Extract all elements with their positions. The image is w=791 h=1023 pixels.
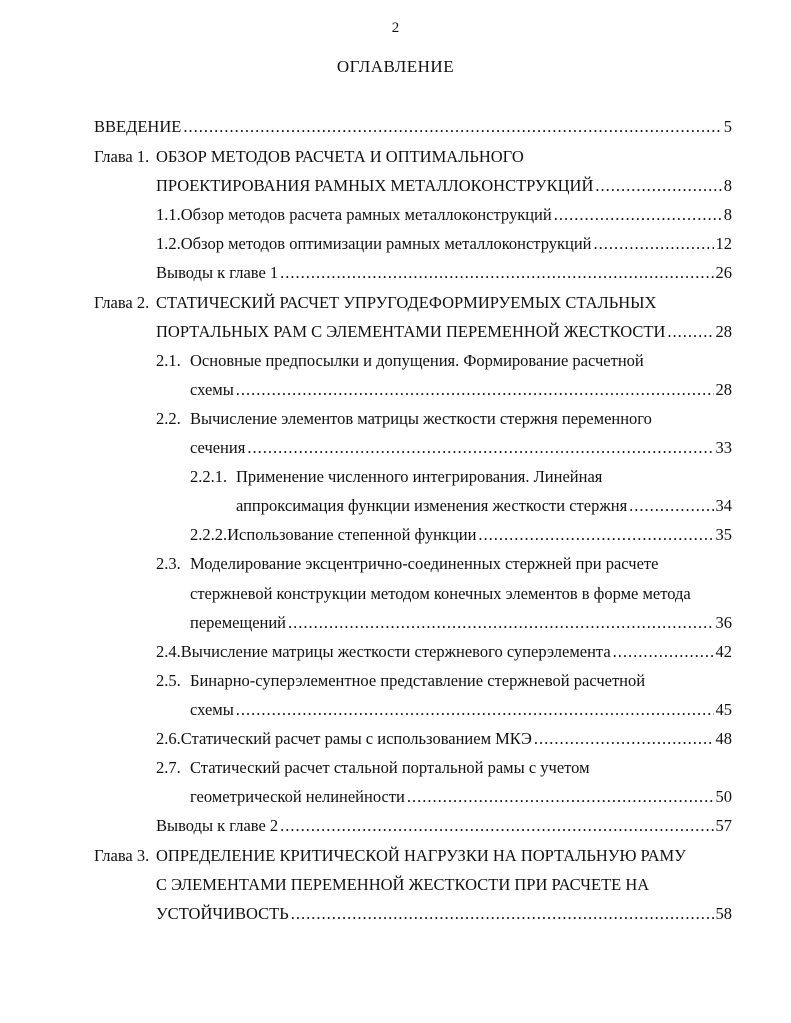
toc-entry-introduction[interactable] [94,116,732,138]
toc-leader-dots [236,699,714,721]
toc-entry-label: 2.1. [156,351,181,370]
toc-entry-text: Бинарно-суперэлементное представление стержневой расчетной [190,671,646,690]
toc-entry-2-2-1[interactable] [190,466,602,488]
toc-entry-chapter-1-cont[interactable] [156,175,732,197]
toc-entry-text: Вычисление элементов матрицы жесткости стержня переменного [190,409,652,428]
toc-leader-dots [629,495,713,517]
toc-entry-text: аппроксимация функции изменения жесткости стержня [236,496,628,515]
toc-leader-dots [613,641,714,663]
toc-entry-page: 8 [723,205,732,224]
toc-entry-text: Моделирование эксцентрично-соединенных стержней при расчете [190,554,659,573]
toc-entry-text: ПРОЕКТИРОВАНИЯ РАМНЫХ МЕТАЛЛОКОНСТРУКЦИЙ [156,176,594,195]
toc-entry-label: 2.5. [156,671,181,690]
toc-entry-text: Обзор методов оптимизации рамных металлоконструкций [180,234,592,253]
toc-entry-text: стержневой конструкции методом конечных элементов в форме метода [190,584,691,603]
toc-entry-2-2-2[interactable] [190,524,732,546]
toc-entry-conclusions-1[interactable] [156,262,732,284]
toc-entry-1-2[interactable] [156,233,732,255]
toc-entry-text: ВВЕДЕНИЕ [94,117,182,136]
toc-entry-2-3-cont-2[interactable] [190,612,732,634]
toc-entry-chapter-3-cont[interactable] [156,874,649,896]
toc-entry-chapter-2[interactable] [94,292,656,314]
toc-entry-2-6[interactable] [156,728,732,750]
toc-entry-text: сечения [190,438,246,457]
toc-entry-page: 57 [715,816,732,835]
toc-entry-2-4[interactable] [156,641,732,663]
toc-entry-page: 12 [715,234,732,253]
toc-entry-label: 2.2. [156,409,181,428]
toc-entry-text: геометрической нелинейности [190,787,405,806]
toc-entry-label: 2.2.2. [190,525,228,544]
toc-entry-text: УСТОЙЧИВОСТЬ [156,904,289,923]
toc-entry-text: Использование степенной функции [227,525,477,544]
toc-entry-page: 33 [715,438,732,457]
toc-entry-page: 28 [715,322,732,341]
toc-entry-text: Выводы к главе 1 [156,263,279,282]
toc-entry-2-2-1-cont[interactable] [236,495,732,517]
toc-leader-dots [478,524,713,546]
toc-entry-text: Обзор методов расчета рамных металлоконструкций [180,205,552,224]
toc-entry-2-5[interactable] [156,670,645,692]
toc-entry-text: ПОРТАЛЬНЫХ РАМ С ЭЛЕМЕНТАМИ ПЕРЕМЕННОЙ ЖЕСТКОСТИ [156,322,666,341]
toc-entry-text: Вычисление матрицы жесткости стержневого суперэлемента [180,642,611,661]
toc-leader-dots [667,321,713,343]
toc-entry-text: Применение численного интегрирования. Линейная [236,467,603,486]
toc-entry-label: 2.3. [156,554,181,573]
toc-entry-page: 5 [723,117,732,136]
toc-entry-text: С ЭЛЕМЕНТАМИ ПЕРЕМЕННОЙ ЖЕСТКОСТИ ПРИ РАСЧЕТЕ НА [156,875,650,894]
toc-entry-chapter-1[interactable] [94,146,524,168]
toc-entry-chapter-3-cont-2[interactable] [156,903,732,925]
toc-entry-page: 58 [715,904,732,923]
toc-entry-label: 2.6. [156,729,181,748]
toc-entry-label: Глава 3. [94,846,150,865]
toc-entry-text: СТАТИЧЕСКИЙ РАСЧЕТ УПРУГОДЕФОРМИРУЕМЫХ СТАЛЬНЫХ [156,293,657,312]
toc-leader-dots [280,262,713,284]
toc-entry-2-3[interactable] [156,553,658,575]
toc-entry-text: ОБЗОР МЕТОДОВ РАСЧЕТА И ОПТИМАЛЬНОГО [156,147,524,166]
toc-entry-page: 28 [715,380,732,399]
toc-entry-page: 34 [715,496,732,515]
toc-entry-2-5-cont[interactable] [190,699,732,721]
toc-leader-dots [594,233,714,255]
toc-entry-label: 1.2. [156,234,181,253]
toc-entry-page: 35 [715,525,732,544]
toc-entry-text: ОПРЕДЕЛЕНИЕ КРИТИЧЕСКОЙ НАГРУЗКИ НА ПОРТАЛЬНУЮ РАМУ [156,846,686,865]
toc-entry-page: 8 [723,176,732,195]
toc-entry-text: перемещений [190,613,287,632]
toc-leader-dots [554,204,722,226]
page-number: 2 [391,20,400,36]
toc-leader-dots [288,612,713,634]
toc-leader-dots [236,379,714,401]
toc-entry-chapter-3[interactable] [94,845,686,867]
toc-entry-1-1[interactable] [156,204,732,226]
toc-entry-text: схемы [190,700,234,719]
toc-entry-page: 45 [715,700,732,719]
toc-entry-page: 48 [715,729,732,748]
toc-entry-label: Глава 1. [94,147,150,166]
toc-entry-2-2-cont[interactable] [190,437,732,459]
toc-entry-label: 2.2.1. [190,467,228,486]
toc-entry-text: Статический расчет рамы с использованием МКЭ [180,729,532,748]
toc-entry-page: 42 [715,642,732,661]
toc-entry-page: 36 [715,613,732,632]
toc-leader-dots [280,815,713,837]
toc-entry-page: 50 [715,787,732,806]
toc-leader-dots [595,175,721,197]
toc-entry-2-1[interactable] [156,350,644,372]
toc-leader-dots [291,903,714,925]
page-title: ОГЛАВЛЕНИЕ [336,57,455,76]
toc-leader-dots [534,728,714,750]
toc-entry-page: 26 [715,263,732,282]
toc-entry-label: 2.4. [156,642,181,661]
toc-entry-2-7[interactable] [156,757,590,779]
toc-entry-text: Выводы к главе 2 [156,816,279,835]
toc-entry-label: 1.1. [156,205,181,224]
toc-entry-chapter-2-cont[interactable] [156,321,732,343]
toc-entry-2-3-cont[interactable] [190,583,691,605]
toc-entry-text: схемы [190,380,234,399]
toc-entry-conclusions-2[interactable] [156,815,732,837]
toc-entry-2-7-cont[interactable] [190,786,732,808]
toc-leader-dots [407,786,714,808]
toc-leader-dots [247,437,713,459]
toc-entry-2-1-cont[interactable] [190,379,732,401]
toc-entry-text: Статический расчет стальной портальной рамы с учетом [190,758,590,777]
toc-entry-label: Глава 2. [94,293,150,312]
toc-entry-label: 2.7. [156,758,181,777]
toc-entry-2-2[interactable] [156,408,652,430]
toc-entry-text: Основные предпосылки и допущения. Формирование расчетной [190,351,644,370]
toc-leader-dots [183,116,721,138]
